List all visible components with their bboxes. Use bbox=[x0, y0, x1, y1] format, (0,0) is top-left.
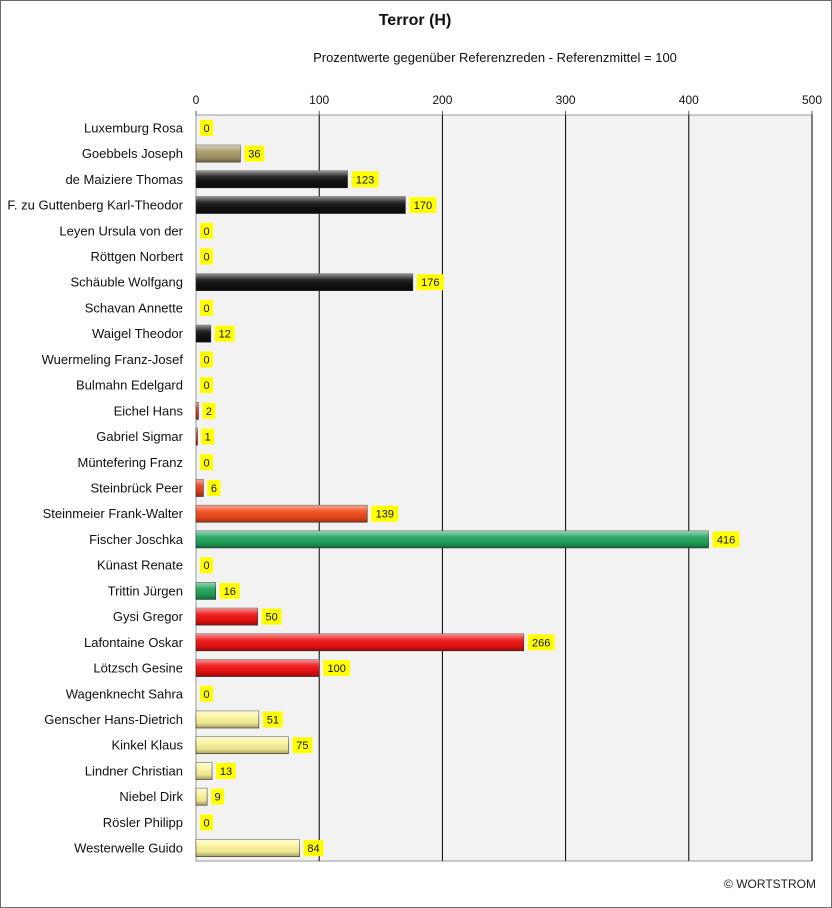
bar-shine bbox=[196, 171, 348, 188]
data-label: 2 bbox=[205, 405, 213, 418]
category-label: Waigel Theodor bbox=[91, 326, 183, 342]
bar-shine bbox=[196, 505, 367, 522]
category-label: de Maiziere Thomas bbox=[65, 171, 183, 187]
data-label: 16 bbox=[223, 585, 236, 598]
data-label: 9 bbox=[214, 791, 221, 804]
category-label: Müntefering Franz bbox=[77, 454, 183, 470]
bar-shine bbox=[196, 788, 207, 805]
category-label: Rösler Philipp bbox=[102, 814, 183, 830]
category-label: Schäuble Wolfgang bbox=[70, 274, 183, 290]
category-label: Steinmeier Frank-Walter bbox=[42, 506, 183, 522]
bar-shine bbox=[196, 660, 319, 677]
category-label: Künast Renate bbox=[96, 557, 183, 573]
bar-shine bbox=[196, 582, 216, 599]
category-label: Kinkel Klaus bbox=[111, 737, 183, 753]
bar-shine bbox=[196, 531, 709, 548]
data-label: 1 bbox=[204, 431, 211, 444]
category-label: F. zu Guttenberg Karl-Theodor bbox=[7, 197, 183, 213]
category-label: Eichel Hans bbox=[113, 403, 183, 419]
category-label: Wagenknecht Sahra bbox=[65, 686, 183, 702]
data-label: 75 bbox=[296, 740, 309, 753]
data-label: 0 bbox=[203, 817, 210, 830]
category-label: Luxemburg Rosa bbox=[84, 120, 183, 136]
category-label: Goebbels Joseph bbox=[81, 146, 183, 162]
bar-shine bbox=[196, 197, 405, 214]
data-label: 139 bbox=[375, 508, 394, 521]
category-label: Gysi Gregor bbox=[112, 609, 183, 625]
category-label: Gabriel Sigmar bbox=[96, 429, 183, 445]
data-label: 12 bbox=[218, 328, 231, 341]
data-label: 416 bbox=[716, 534, 736, 547]
bar-shine bbox=[196, 480, 203, 497]
data-label: 0 bbox=[203, 457, 210, 470]
data-label: 0 bbox=[203, 122, 210, 135]
category-label: Wuermeling Franz-Josef bbox=[41, 351, 183, 367]
category-label: Trittin Jürgen bbox=[107, 583, 183, 599]
category-label: Lafontaine Oskar bbox=[83, 634, 183, 650]
bar-shine bbox=[196, 737, 288, 754]
category-label: Schavan Annette bbox=[84, 300, 183, 316]
copyright-text: © WORTSTROM bbox=[724, 877, 816, 891]
x-tick-label: 300 bbox=[555, 93, 576, 107]
data-label: 36 bbox=[248, 148, 261, 161]
data-label: 0 bbox=[203, 560, 210, 573]
category-label: Steinbrück Peer bbox=[90, 480, 183, 496]
x-tick-label: 100 bbox=[309, 93, 330, 107]
data-label: 266 bbox=[532, 637, 551, 650]
chart-subtitle-text: Prozentwerte gegenüber Referenzreden - Referenzmittel = 100 bbox=[313, 50, 677, 65]
data-label: 51 bbox=[266, 714, 279, 727]
x-tick-label: 0 bbox=[192, 93, 200, 107]
category-label: Genscher Hans-Dietrich bbox=[44, 712, 183, 728]
data-label: 0 bbox=[203, 688, 210, 701]
category-label: Fischer Joschka bbox=[89, 531, 183, 547]
data-label: 0 bbox=[203, 302, 210, 315]
x-tick-label: 400 bbox=[678, 93, 699, 107]
data-label: 13 bbox=[219, 765, 233, 778]
category-label: Lindner Christian bbox=[84, 763, 183, 779]
bar-shine bbox=[196, 402, 198, 419]
bar-shine bbox=[196, 711, 259, 728]
category-label: Leyen Ursula von der bbox=[59, 223, 183, 239]
data-label: 0 bbox=[203, 225, 210, 238]
bar-shine bbox=[196, 274, 413, 291]
bar-shine bbox=[196, 634, 524, 651]
category-label: Niebel Dirk bbox=[119, 789, 183, 805]
plot-area bbox=[7, 93, 822, 861]
bar-shine bbox=[196, 608, 258, 625]
bar-shine bbox=[196, 325, 211, 342]
category-label: Westerwelle Guido bbox=[74, 840, 183, 856]
data-label: 170 bbox=[413, 200, 433, 213]
x-tick-label: 200 bbox=[432, 93, 453, 107]
bar-shine bbox=[196, 840, 299, 857]
data-label: 84 bbox=[307, 843, 320, 856]
bar-shine bbox=[196, 428, 198, 445]
category-label: Lötzsch Gesine bbox=[93, 660, 183, 676]
bar-shine bbox=[196, 762, 212, 779]
data-label: 0 bbox=[203, 251, 210, 264]
category-label: Röttgen Norbert bbox=[90, 248, 183, 264]
data-label: 100 bbox=[327, 663, 346, 676]
x-tick-label: 500 bbox=[801, 93, 823, 107]
data-label: 50 bbox=[265, 611, 278, 624]
data-label: 0 bbox=[203, 380, 210, 393]
data-label: 123 bbox=[355, 174, 375, 187]
bar-shine bbox=[196, 145, 240, 162]
category-label: Bulmahn Edelgard bbox=[76, 377, 183, 393]
data-label: 0 bbox=[203, 354, 210, 367]
data-label: 176 bbox=[421, 277, 440, 290]
data-label: 6 bbox=[210, 483, 217, 495]
chart-title: Terror (H) bbox=[378, 12, 452, 29]
